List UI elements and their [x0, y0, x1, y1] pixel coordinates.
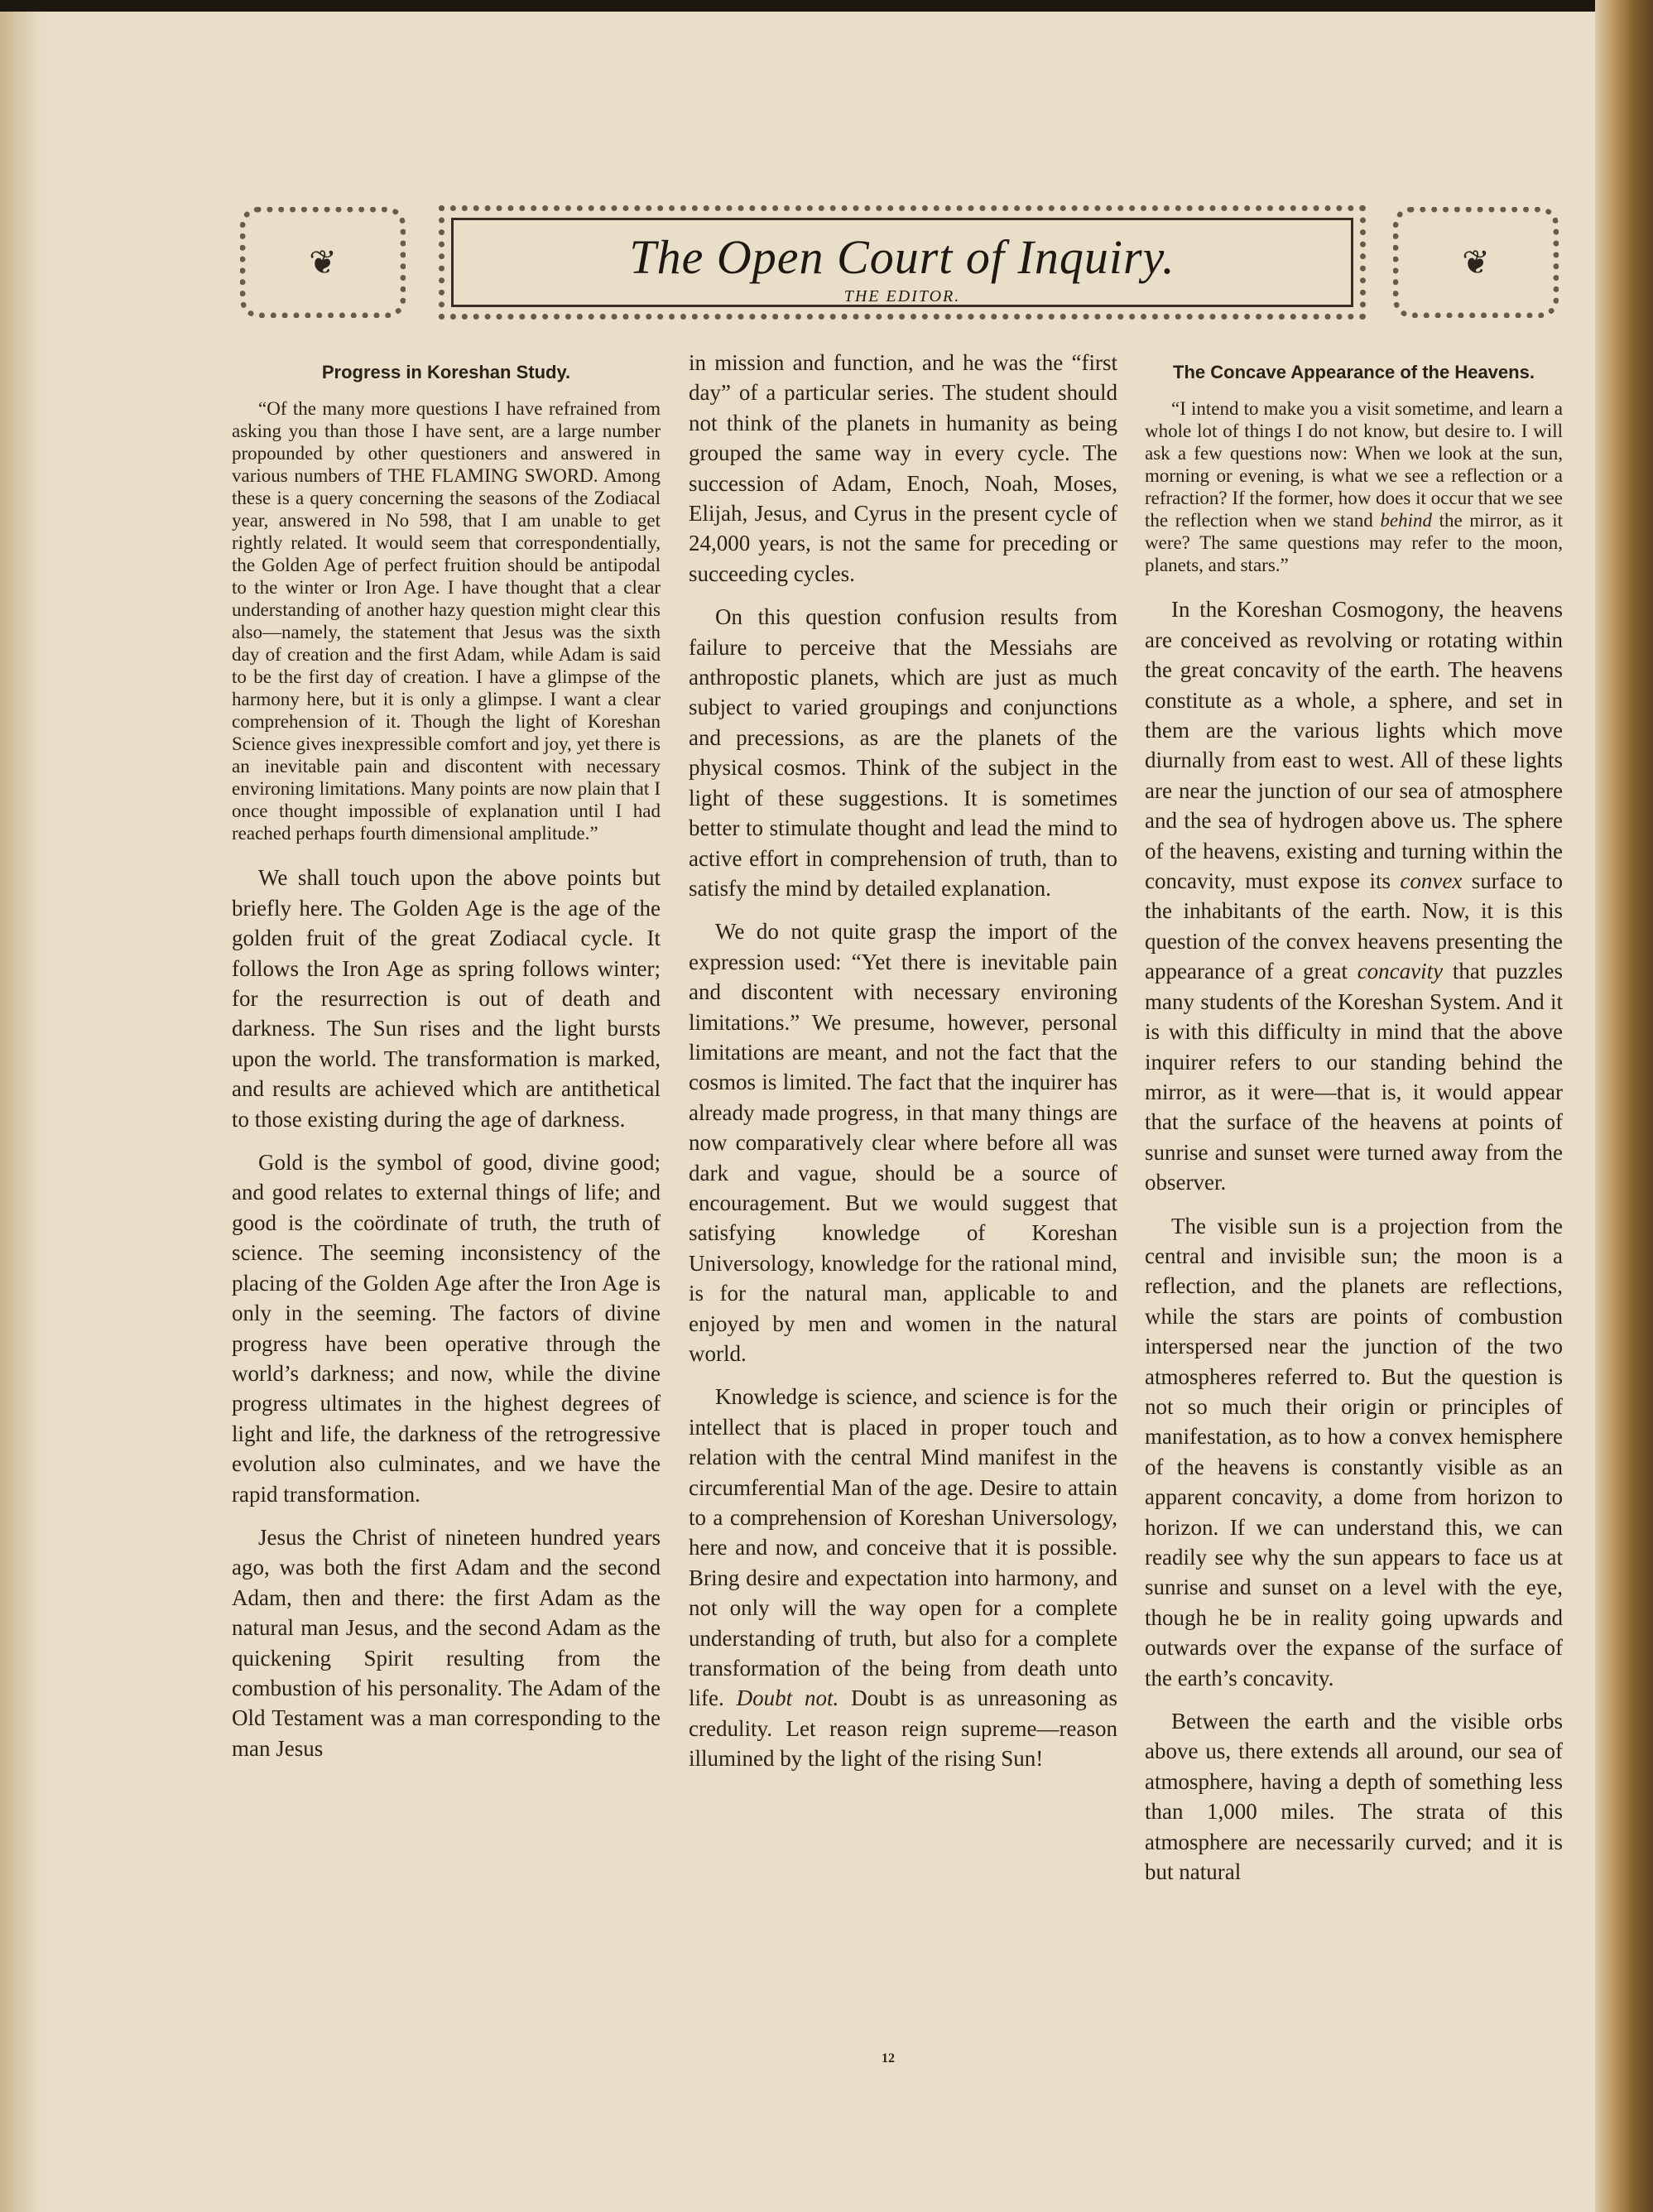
paragraph: We do not quite grasp the import of the expression used: “Yet there is inevitable pain and discontent with necessary environing limitations.” We presume, however, personal limitations are meant, and not the fact that the cosmos is limited. The fact that the inquirer has already made progress, in that many things are now comparatively clear where before all was dark and vague, should be a source of encouragement. But we would suggest that satisfying knowledge of Koreshan Universology, knowledge for the rational mind, is for the natural man, applicable to and enjoyed by men and women in the natural world. — [689, 919, 1117, 1366]
paragraph — [689, 1382, 1117, 1773]
leaf-ornament-icon: ❦ — [1462, 243, 1490, 281]
text-run: Doubt is as unreasoning as credulity. Let reason reign supreme—reason illumined by the light of the rising Sun! — [689, 1685, 1118, 1772]
leaf-ornament-icon: ❦ — [309, 243, 337, 281]
text-run: the mirror, as it were? The same questions may refer to the moon, planets, and stars.” — [1145, 510, 1564, 576]
binding-edge — [1595, 0, 1653, 2212]
column-2 — [689, 348, 1117, 1787]
text-run: In the Koreshan Cosmogony, the heavens are conceived as revolving or rotating within the great concavity of the earth. The heavens constitute as a whole, a sphere, and set in them are the various lights which move diurnally from east to west. All of these lights are near the junction of our sea of atmosphere and the sea of hydrogen above us. The sphere of the heavens, existing and turning within the concavity, must expose its — [1145, 597, 1563, 894]
text-run: that puzzles many students of the Koreshan System. And it is with this difficulty in mind that the above inquirer refers to our standing behind the mirror, as it were—that is, it would appear that the surface of the heavens at points of sunrise and sunset were turned away from the observer. — [1145, 959, 1564, 1195]
column-3 — [1145, 348, 1563, 1900]
paragraph: in mission and function, and he was the “first day” of a particular series. The student should not think of the planets in humanity as being grouped the same way in every cycle. The succession of Adam, Enoch, Noah, Moses, Elijah, Jesus, and Cyrus in the present cycle of 24,000 years, is not the same for preceding or succeeding cycles. — [689, 350, 1117, 586]
paragraph: The visible sun is a projection from the central and invisible sun; the moon is a reflection, and the planets are reflections, while the stars are points of combustion interspersed near the junction of the two atmospheres referred to. But the question is not so much their origin or principles of manifestation, as to how a convex hemisphere of the heavens is constantly visible as an apparent concavity, a dome from horizon to horizon. If we can understand this, we can readily see why the sun appears to face us at sunrise and sunset on a level with the eye, though he be in reality going upwards and outwards over the expanse of the surface of the earth’s concavity. — [1145, 1213, 1563, 1690]
text-run: Knowledge is science, and science is for the intellect that is placed in proper touch and relation with the central Mind manifest in the circumferential Man of the age. Desire to attain to a comprehension of Koreshan Universology, here and now, and conceive that it is possible. Bring desire and expectation into harmony, and not only will the way open for a complete understanding of truth, but also for a complete transformation of the being from death unto life. — [689, 1384, 1117, 1711]
banner-right-panel — [1393, 207, 1559, 318]
paragraph: Gold is the symbol of good, divine good; and good relates to external things of life; and good is the coördinate of truth, the truth of science. The seeming inconsistency of the placing of the Golden Age after the Iron Age is only in the seeming. The factors of divine progress have been operative through the world’s darkness; and now, while the divine progress ultimates in the highest degrees of light and life, the darkness of the retrogressive evolution also culminates, and we have the rapid transformation. — [232, 1150, 661, 1507]
emphasis: convex — [1400, 868, 1463, 894]
page-number: 12 — [882, 2051, 895, 2065]
quoted-letter: “Of the many more questions I have refrained from asking you than those I have sent, are a large number propounded by other questioners and answered in various numbers of THE FLAMING SWORD. Among these is a query concerning the seasons of the Zodiacal year, answered in No 598, that I am unable to get rightly related. It would seem that correspondentially, the Golden Age of perfect fruition should be antipodal to the winter or Iron Age. I have thought that a clear understanding of another hazy question might clear this also—namely, the statement that Jesus was the sixth day of creation and the first Adam, while Adam is said to be the first day of creation. I have a glimpse of the harmony here, but it is only a glimpse. I want a clear comprehension of it. Though the light of Koreshan Science gives inexpressible comfort and joy, yet there is an inevitable pain and discontent with necessary environing limitations. Many points are now plain that I once thought impossible of explanation until I had reached perhaps fourth dimensional amplitude.” — [232, 398, 661, 844]
paragraph: We shall touch upon the above points but briefly here. The Golden Age is the age of the golden fruit of the great Zodiacal cycle. It follows the Iron Age as spring follows winter; for the resurrection is out of death and darkness. The Sun rises and the light bursts upon the world. The transformation is marked, and results are achieved which are antithetical to those existing during the age of darkness. — [232, 865, 661, 1132]
header-banner — [439, 205, 1366, 320]
emphasis: concavity — [1357, 959, 1444, 984]
text-run: surface to the inhabitants of the earth. Now, it is this question of the convex heavens presenting the appearance of a great — [1145, 868, 1563, 984]
section-heading: Progress in Koreshan Study. — [321, 362, 571, 382]
top-rule — [0, 0, 1606, 12]
banner-left-panel — [240, 207, 406, 318]
paragraph: On this question confusion results from failure to perceive that the Messiahs are anthropostic planets, which are just as much subject to varied groupings and conjunctions and precessions, as are the planets of the physical cosmos. Think of the subject in the light of these suggestions. It is sometimes better to stimulate thought and lead the mind to active effort in comprehension of truth, than to satisfy the mind by detailed explanation. — [689, 604, 1117, 901]
emphasis: behind — [1380, 510, 1432, 531]
quoted-letter — [1145, 397, 1563, 576]
paragraph: Jesus the Christ of nineteen hundred years ago, was both the first Adam and the second Adam, then and there: the first Adam as the natural man Jesus, and the second Adam as the quickening Spirit resulting from the combustion of his personality. The Adam of the Old Testament was a man corresponding to the man Jesus — [232, 1524, 661, 1761]
byline: THE EDITOR. — [843, 287, 961, 305]
page-title: The Open Court of Inquiry. — [629, 230, 1175, 284]
paragraph: Between the earth and the visible orbs above us, there extends all around, our sea of atmosphere, having a depth of something less than 1,000 miles. The strata of this atmosphere are necessarily curved; and it is but natural — [1145, 1709, 1563, 1885]
paragraph — [1145, 594, 1563, 1197]
emphasis: Doubt not. — [736, 1685, 839, 1711]
page-edge — [0, 12, 50, 2212]
column-1 — [232, 348, 661, 1777]
text-run: “I intend to make you a visit sometime, and learn a whole lot of things I do not know, but desire to. I will ask a few questions now: When we look at the sun, morning or evening, is what we see a reflection or a refraction? If the former, how does it occur that we see the reflection when we stand — [1145, 398, 1563, 531]
section-heading: The Concave Appearance of the Heavens. — [1173, 362, 1535, 382]
